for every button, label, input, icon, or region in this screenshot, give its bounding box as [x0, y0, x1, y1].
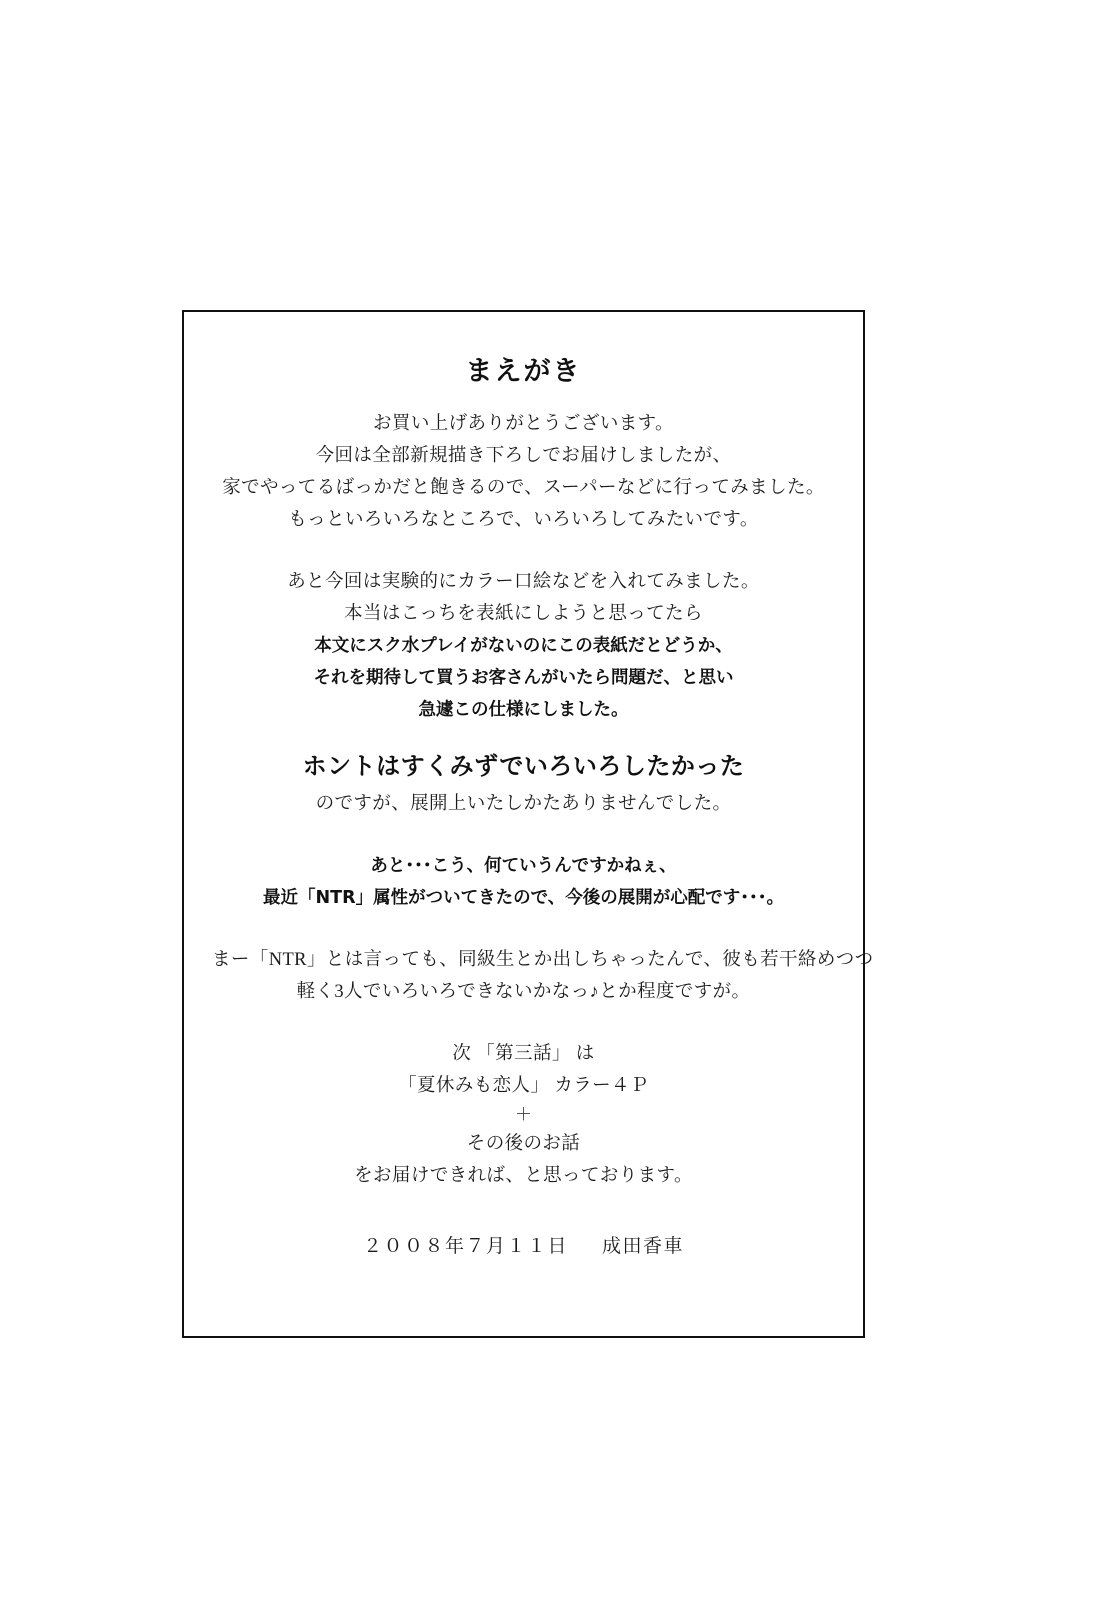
- afterword-frame: [182, 310, 874, 1338]
- text-line: 家でやってるばっかだと飽きるので、スーパーなどに行ってみました。: [222, 478, 825, 499]
- spacer: [212, 914, 835, 944]
- text-line: 本文にスク水プレイがないのにこの表紙だとどうか、: [314, 636, 733, 657]
- text-line: 急遽この仕様にしました。: [418, 700, 629, 721]
- spacer: [212, 536, 835, 566]
- text-line: 「夏休みも恋人」 カラー４Ｐ: [398, 1076, 649, 1097]
- text-line: 今回は全部新規描き下ろしでお届けしましたが、: [315, 446, 732, 467]
- text-line: あと･･･こう、何ていうんですかねぇ、: [370, 856, 677, 877]
- spacer: [212, 1192, 835, 1232]
- paragraph-cover-decision: [212, 630, 835, 726]
- spacer: [212, 820, 835, 850]
- text-line: あと今回は実験的にカラー口絵などを入れてみました。: [287, 572, 760, 593]
- signature-author: 成田香車: [602, 1236, 685, 1258]
- text-line: お買い上げありがとうございます。: [373, 414, 674, 435]
- page-title: まえがき: [465, 356, 582, 387]
- text-line: それを期待して買うお客さんがいたら問題だ、と思い: [313, 668, 734, 689]
- text-line: 本当はこっちを表紙にしようと思ってたら: [344, 604, 703, 625]
- paragraph-color-illustration: [212, 566, 835, 630]
- paragraph-intro: [212, 408, 835, 536]
- text-line: 最近「NTR」属性がついてきたので、今後の展開が心配です･･･。: [263, 888, 784, 909]
- text-line: 次 「第三話」 は: [452, 1044, 595, 1065]
- paragraph-headline: [212, 744, 835, 788]
- paragraph-ntr-explanation: [212, 944, 874, 1008]
- spacer: [212, 1008, 835, 1038]
- signature-date: ２００８年７月１１日: [362, 1236, 568, 1258]
- spacer: [212, 726, 835, 744]
- paragraph-next-issue: [212, 1038, 835, 1192]
- text-line: 軽く3人でいろいろできないかなっ♪とか程度ですが。: [296, 982, 751, 1003]
- text-line: のですが、展開上いたしかたありませんでした。: [315, 794, 732, 815]
- text-line-plus: ＋: [515, 1105, 532, 1125]
- signature-block: [212, 1232, 835, 1262]
- text-line-emphasis: ホントはすくみずでいろいろしたかった: [302, 752, 745, 781]
- text-line: をお届けできれば、と思っております。: [354, 1166, 693, 1187]
- text-line: まー「NTR」とは言っても、同級生とか出しちゃったんで、彼も若干絡めつつ: [212, 950, 874, 971]
- afterword-content: [184, 312, 874, 1336]
- paragraph-headline-followup: [212, 788, 835, 820]
- text-line: その後のお話: [466, 1134, 581, 1155]
- text-line: もっといろいろなところで、いろいろしてみたいです。: [288, 510, 759, 531]
- paragraph-ntr-note: [212, 850, 835, 914]
